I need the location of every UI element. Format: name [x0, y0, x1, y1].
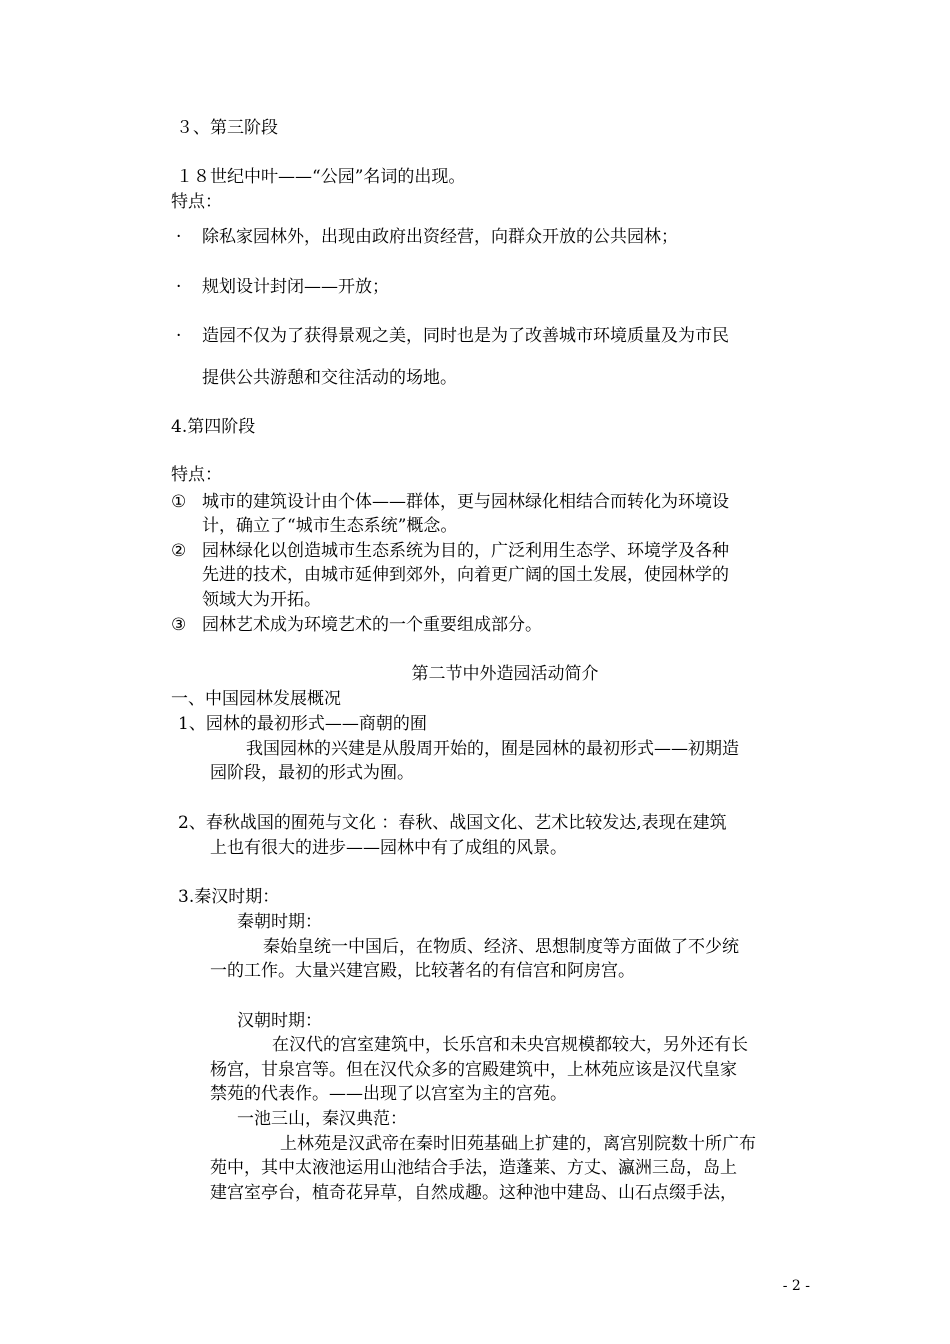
page-number: - 2 - — [782, 1278, 810, 1294]
han-heading: 汉朝时期： — [237, 1011, 322, 1031]
stage4-item-2-line3: 领域大为开拓。 — [202, 590, 321, 610]
part-1-heading: 一、中国园林发展概况 — [171, 689, 341, 709]
stage3-features-label: 特点： — [171, 192, 222, 212]
subsection-1-line1: 我国园林的兴建是从殷周开始的，囿是园林的最初形式——初期造 — [246, 739, 739, 759]
subsection-3-heading: 3.秦汉时期： — [178, 887, 280, 907]
number-marker-3: ③ — [171, 615, 187, 635]
pool-line1: 上林苑是汉武帝在秦时旧苑基础上扩建的，离宫别院数十所广布 — [280, 1134, 756, 1154]
han-line1: 在汉代的宫室建筑中，长乐宫和未央宫规模都较大，另外还有长 — [272, 1035, 748, 1055]
pool-line2: 苑中，其中太液池运用山池结合手法，造蓬莱、方丈、瀛洲三岛，岛上 — [210, 1158, 737, 1178]
section-title: 第二节中外造园活动简介 — [411, 664, 599, 684]
bullet-marker: · — [176, 227, 182, 247]
qin-line1: 秦始皇统一中国后，在物质、经济、思想制度等方面做了不少统 — [263, 937, 739, 957]
subsection-1-line2: 园阶段，最初的形式为囿。 — [210, 763, 414, 783]
stage3-bullet-3-line1: 造园不仅为了获得景观之美，同时也是为了改善城市环境质量及为市民 — [202, 326, 729, 346]
pool-line3: 建宫室亭台，植奇花异草，自然成趣。这种池中建岛、山石点缀手法， — [210, 1183, 737, 1203]
qin-line2: 一的工作。大量兴建宫殿，比较著名的有信宫和阿房宫。 — [210, 961, 635, 981]
stage3-heading: ３、第三阶段 — [176, 118, 278, 138]
number-marker-1: ① — [171, 492, 187, 512]
stage4-item-2-line1: 园林绿化以创造城市生态系统为目的，广泛利用生态学、环境学及各种 — [202, 541, 729, 561]
stage4-item-1-line2: 计，确立了“城市生态系统”概念。 — [202, 516, 458, 536]
stage4-item-1-line1: 城市的建筑设计由个体——群体，更与园林绿化相结合而转化为环境设 — [202, 492, 729, 512]
pool-heading: 一池三山，秦汉典范： — [237, 1109, 407, 1129]
han-line3: 禁苑的代表作。——出现了以宫室为主的宫苑。 — [210, 1084, 567, 1104]
bullet-marker: · — [176, 326, 182, 346]
stage4-item-3-line1: 园林艺术成为环境艺术的一个重要组成部分。 — [202, 615, 542, 635]
stage3-bullet-1: 除私家园林外，出现由政府出资经营，向群众开放的公共园林； — [202, 227, 678, 247]
bullet-marker: · — [176, 277, 182, 297]
han-line2: 杨宫，甘泉宫等。但在汉代众多的宫殿建筑中，上林苑应该是汉代皇家 — [210, 1060, 737, 1080]
stage4-heading: 4.第四阶段 — [171, 417, 256, 437]
stage3-line: １８世纪中叶——“公园”名词的出现。 — [176, 167, 466, 187]
stage4-features-label: 特点： — [171, 465, 222, 485]
subsection-2-line2: 上也有很大的进步——园林中有了成组的风景。 — [210, 838, 567, 858]
qin-heading: 秦朝时期： — [237, 912, 322, 932]
stage3-bullet-2: 规划设计封闭——开放； — [202, 277, 389, 297]
stage3-bullet-3-line2: 提供公共游憩和交往活动的场地。 — [202, 368, 457, 388]
number-marker-2: ② — [171, 541, 187, 561]
subsection-1-heading: 1、园林的最初形式——商朝的囿 — [178, 714, 427, 734]
subsection-2-line1: 2、春秋战国的囿苑与文化 ：春秋、战国文化、艺术比较发达,表现在建筑 — [178, 813, 727, 833]
stage4-item-2-line2: 先进的技术，由城市延伸到郊外，向着更广阔的国土发展，使园林学的 — [202, 565, 729, 585]
